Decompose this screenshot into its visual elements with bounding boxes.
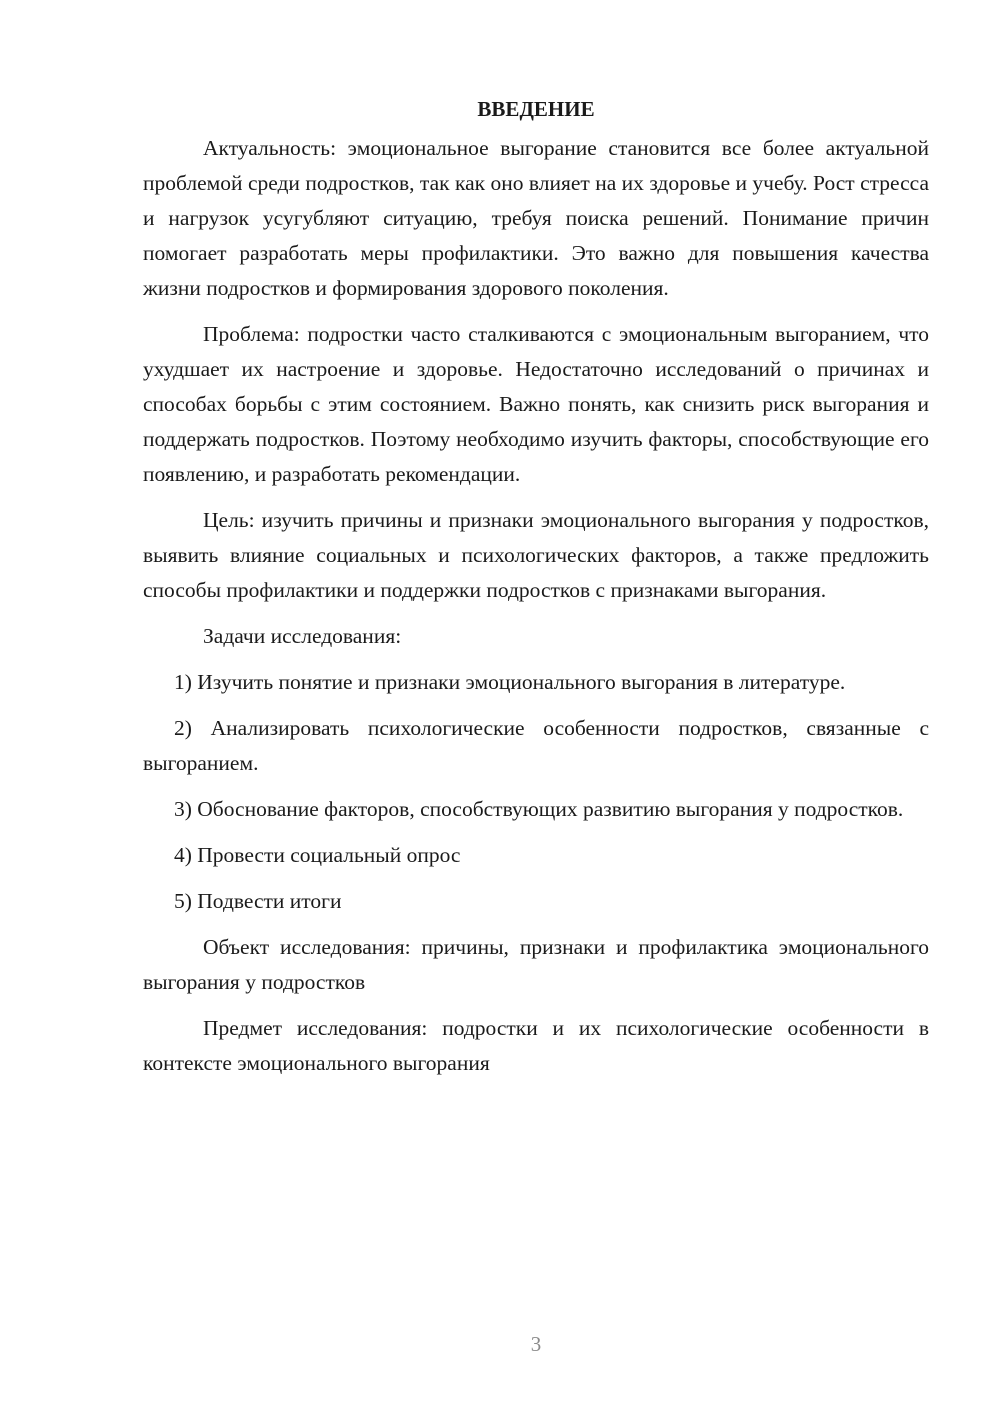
page-title: ВВЕДЕНИЕ xyxy=(477,97,595,121)
task-item: 2) Анализировать психологические особенности подростков, связанные с выгоранием. xyxy=(143,716,929,775)
tasks-heading: Задачи исследования: xyxy=(203,624,402,648)
document-page xyxy=(143,92,929,1092)
problem-paragraph: Проблема: подростки часто сталкиваются с эмоциональным выгоранием, что ухудшает их настроение и здоровье. Недостаточно исследований о причинах и способах борьбы с этим состоянием. Важно понять, как снизить риск выгорания и поддержать подростков. Поэтому необходимо изучить факторы, способствующие его появлению, и разработать рекомендации. xyxy=(143,322,929,486)
task-item: 1) Изучить понятие и признаки эмоционального выгорания в литературе. xyxy=(174,670,846,694)
task-item: 3) Обоснование факторов, способствующих развитию выгорания у подростков. xyxy=(174,797,904,821)
page-number: 3 xyxy=(530,1332,542,1356)
task-item: 5) Подвести итоги xyxy=(174,889,342,913)
goal-paragraph: Цель: изучить причины и признаки эмоционального выгорания у подростков, выявить влияние социальных и психологических факторов, а также предложить способы профилактики и поддержки подростков с признаками выгорания. xyxy=(143,508,929,602)
task-item: 4) Провести социальный опрос xyxy=(174,843,461,867)
object-paragraph: Объект исследования: причины, признаки и профилактика эмоционального выгорания у подростков xyxy=(143,935,929,994)
relevance-paragraph: Актуальность: эмоциональное выгорание становится все более актуальной проблемой среди подростков, так как оно влияет на их здоровье и учебу. Рост стресса и нагрузок усугубляют ситуацию, требуя поиска решений. Понимание причин помогает разработать меры профилактики. Это важно для повышения качества жизни подростков и формирования здорового поколения. xyxy=(143,136,929,300)
subject-paragraph: Предмет исследования: подростки и их психологические особенности в контексте эмоционального выгорания xyxy=(143,1016,929,1075)
